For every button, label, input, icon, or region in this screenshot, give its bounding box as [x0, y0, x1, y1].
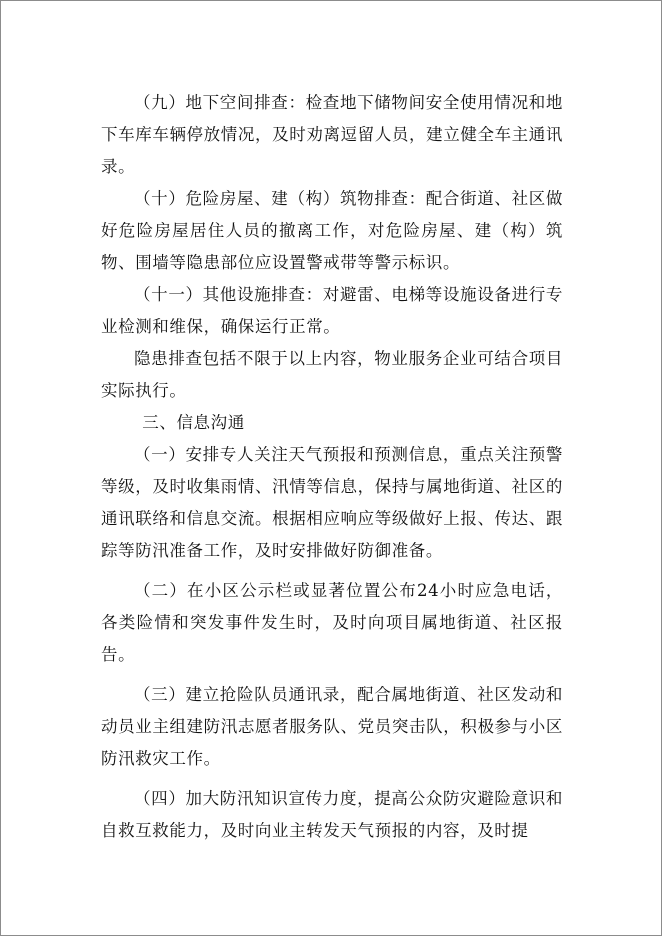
paragraph-underground-space-check: （九）地下空间排查：检查地下储物间安全使用情况和地下车库车辆停放情况，及时劝离逗留人员，建立健全车主通讯录。 [101, 93, 563, 176]
paragraph-spacer [101, 671, 563, 679]
paragraph-spacer [101, 775, 563, 783]
paragraph-inspection-note: 隐患排查包括不限于以上内容，物业服务企业可结合项目实际执行。 [101, 349, 563, 400]
paragraph-emergency-hotline: （二）在小区公示栏或显著位置公布24小时应急电话，各类险情和突发事件发生时，及时向项目属地街道、社区报告。 [101, 581, 563, 664]
paragraph-other-facilities-check: （十一）其他设施排查：对避雷、电梯等设施设备进行专业检测和维保，确保运行正常。 [101, 285, 563, 336]
paragraph-rescue-team-roster: （三）建立抢险队员通讯录，配合属地街道、社区发动和动员业主组建防汛志愿者服务队、党员突击队，积极参与小区防汛救灾工作。 [101, 685, 563, 768]
document-body [101, 87, 563, 847]
paragraph-flood-awareness-publicity: （四）加大防汛知识宣传力度，提高公众防灾避险意识和自救互救能力，及时向业主转发天气预报的内容，及时提 [101, 789, 563, 840]
section-heading-information-communication: 三、信息沟通 [142, 413, 245, 432]
paragraph-dangerous-buildings-check: （十）危险房屋、建（构）筑物排查：配合街道、社区做好危险房屋居住人员的撤离工作，对危险房屋、建（构）筑物、围墙等隐患部位应设置警戒带等警示标识。 [101, 189, 563, 272]
paragraph-spacer [101, 567, 563, 575]
paragraph-weather-monitoring: （一）安排专人关注天气预报和预测信息，重点关注预警等级，及时收集雨情、汛情等信息，保持与属地街道、社区的通讯联络和信息交流。根据相应响应等级做好上报、传达、跟踪等防汛准备工作，及时安排做好防御准备。 [101, 445, 563, 560]
